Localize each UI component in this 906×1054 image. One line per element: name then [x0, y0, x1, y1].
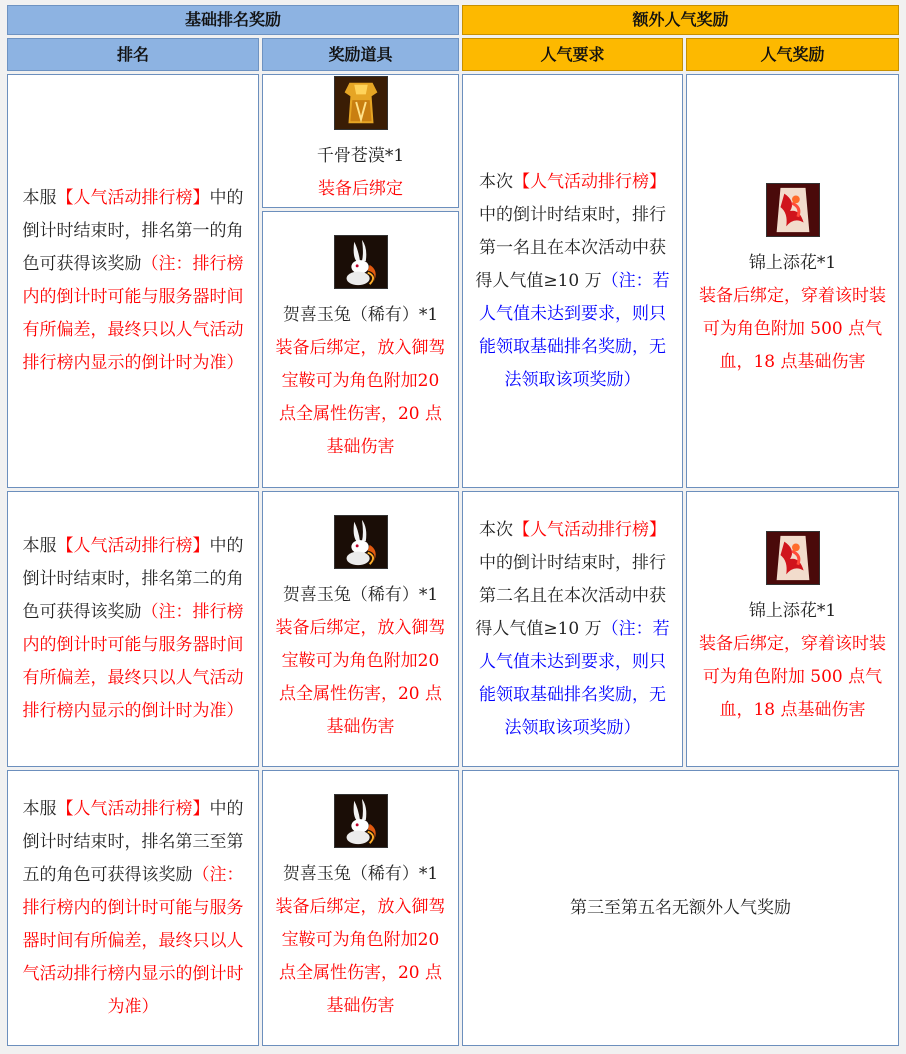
- reward-item-name: 贺喜玉兔（稀有）*1: [282, 584, 439, 605]
- reward-item-name: 贺喜玉兔（稀有）*1: [282, 863, 439, 884]
- basic-rank-reward-title: 基础排名奖励: [184, 10, 281, 29]
- jade-rabbit-icon: [334, 515, 388, 569]
- jade-rabbit-icon: [334, 235, 388, 289]
- item-column-title: 奖励道具: [328, 44, 393, 64]
- flower-outfit-icon: [766, 531, 820, 585]
- extra-popularity-reward-header: [462, 5, 899, 35]
- rank-condition-cell: [7, 770, 259, 1046]
- reward-item-name: 锦上添花*1: [748, 601, 837, 621]
- reward-item-cell: [262, 491, 459, 767]
- popularity-requirement-header: [462, 38, 683, 71]
- jade-rabbit-icon: [334, 794, 388, 848]
- bind-note: 装备后绑定，放入御驾宝鞍可为角色附加20 点全属性伤害，20 点基础伤害: [275, 896, 446, 1016]
- rank-condition-text: 本服【人气活动排行榜】中的倒计时结束时，排名第三至第五的角色可获得该奖励（注：排行榜内的倒计时可能与服务器时间有所偏差，最终只以人气活动排行榜内显示的倒计时为准）: [22, 798, 244, 1017]
- reward-item-cell: [262, 74, 459, 208]
- bind-note: 装备后绑定: [318, 179, 403, 199]
- rank-column-header: [7, 38, 259, 71]
- reward-item-cell: [262, 211, 459, 488]
- golden-dress-icon: [334, 76, 388, 130]
- no-extra-reward-cell: [462, 770, 899, 1046]
- basic-rank-reward-header: [7, 5, 459, 35]
- item-column-header: [262, 38, 459, 71]
- popularity-reward-header: [686, 38, 899, 71]
- rank-condition-cell: [7, 74, 259, 488]
- rank-condition-text: 本服【人气活动排行榜】中的倒计时结束时，排名第二的角色可获得该奖励（注：排行榜内的倒计时可能与服务器时间有所偏差，最终只以人气活动排行榜内显示的倒计时为准）: [22, 536, 244, 721]
- popularity-requirement-cell: [462, 491, 683, 767]
- popularity-requirement-cell: [462, 74, 683, 488]
- extra-popularity-reward-title: 额外人气奖励: [632, 10, 729, 29]
- reward-item-name: 锦上添花*1: [748, 253, 837, 273]
- rank-column-title: 排名: [116, 44, 149, 64]
- bind-note: 装备后绑定，放入御驾宝鞍可为角色附加20 点全属性伤害，20 点基础伤害: [275, 617, 446, 737]
- rank-condition-text: 本服【人气活动排行榜】中的倒计时结束时，排名第一的角色可获得该奖励（注：排行榜内的倒计时可能与服务器时间有所偏差，最终只以人气活动排行榜内显示的倒计时为准）: [22, 188, 244, 373]
- no-extra-reward-text: 第三至第五名无额外人气奖励: [570, 897, 791, 918]
- bind-note: 装备后绑定，穿着该时装可为角色附加 500 点气血，18 点基础伤害: [699, 286, 886, 372]
- popularity-requirement-title: 人气要求: [540, 44, 605, 64]
- popularity-reward-cell: [686, 74, 899, 488]
- rank-condition-cell: [7, 491, 259, 767]
- requirement-text: 本次【人气活动排行榜】中的倒计时结束时，排行第二名且在本次活动中获得人气值≥10 万（注：若人气值未达到要求，则只能领取基础排名奖励，无法领取该项奖励）: [475, 519, 670, 738]
- bind-note: 装备后绑定，穿着该时装可为角色附加 500 点气血，18 点基础伤害: [699, 634, 886, 720]
- reward-item-cell: [262, 770, 459, 1046]
- reward-item-name: 千骨苍漠*1: [316, 146, 405, 166]
- requirement-text: 本次【人气活动排行榜】中的倒计时结束时，排行第一名且在本次活动中获得人气值≥10 万（注：若人气值未达到要求，则只能领取基础排名奖励，无法领取该项奖励）: [475, 171, 670, 390]
- popularity-reward-cell: [686, 491, 899, 767]
- reward-item-name: 贺喜玉兔（稀有）*1: [282, 305, 439, 325]
- flower-outfit-icon: [766, 183, 820, 237]
- popularity-reward-title: 人气奖励: [760, 44, 825, 64]
- bind-note: 装备后绑定，放入御驾宝鞍可为角色附加20 点全属性伤害，20 点基础伤害: [275, 338, 446, 457]
